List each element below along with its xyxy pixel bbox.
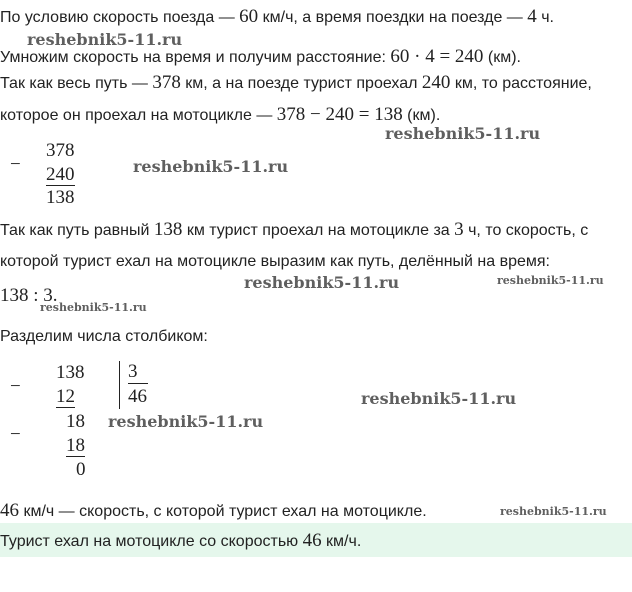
minuend: 378: [46, 140, 75, 161]
watermark: reshebnik5-11.ru: [244, 273, 400, 292]
text-line-2: Умножим скорость на время и получим расстояние: 60 · 4 = 240 (км).: [0, 46, 521, 67]
watermark: reshebnik5-11.ru: [27, 30, 183, 49]
second-product: 18: [66, 435, 85, 456]
text-line-1: По условию скорость поезда — 60 км/ч, а время поездки на поезде — 4 ч.: [0, 6, 554, 27]
watermark: reshebnik5-11.ru: [500, 505, 607, 518]
minus-sign: −: [10, 154, 21, 175]
quotient: 46: [128, 386, 147, 407]
text-line-3: Так как весь путь — 378 км, а на поезде турист проехал 240 км, то расстояние,: [0, 72, 592, 93]
answer-text: Турист ехал на мотоцикле со скоростью 46 км/ч.: [0, 530, 362, 551]
text-line-9: 46 км/ч — скорость, с которой турист ехал на мотоцикле.: [0, 500, 427, 521]
watermark: reshebnik5-11.ru: [133, 157, 289, 176]
divisor: 3: [128, 360, 148, 384]
minus-sign: −: [10, 424, 21, 445]
watermark: reshebnik5-11.ru: [385, 124, 541, 143]
division-bar: [119, 361, 120, 409]
text-line-4: которое он проехал на мотоцикле — 378 − 240 = 138 (км).: [0, 104, 441, 125]
subtrahend: 240: [46, 164, 75, 185]
text-line-8: Разделим числа столбиком:: [0, 328, 208, 345]
answer-box: [0, 523, 632, 557]
dividend: 138: [56, 362, 85, 383]
watermark: reshebnik5-11.ru: [497, 274, 604, 287]
expression-138-div-3: 138 : 3.: [0, 285, 58, 306]
text-line-6: которой турист ехал на мотоцикле выразим как путь, делённый на время:: [0, 253, 550, 270]
watermark: reshebnik5-11.ru: [108, 412, 264, 431]
watermark: reshebnik5-11.ru: [361, 389, 517, 408]
first-product: 12: [56, 386, 75, 407]
first-remainder: 18: [66, 411, 85, 432]
text-line-5: Так как путь равный 138 км турист проехал на мотоцикле за 3 ч, то скорость, с: [0, 219, 589, 240]
watermark: reshebnik5-11.ru: [40, 301, 147, 314]
minus-sign: −: [10, 376, 21, 397]
final-remainder: 0: [76, 459, 86, 480]
difference: 138: [46, 187, 75, 208]
